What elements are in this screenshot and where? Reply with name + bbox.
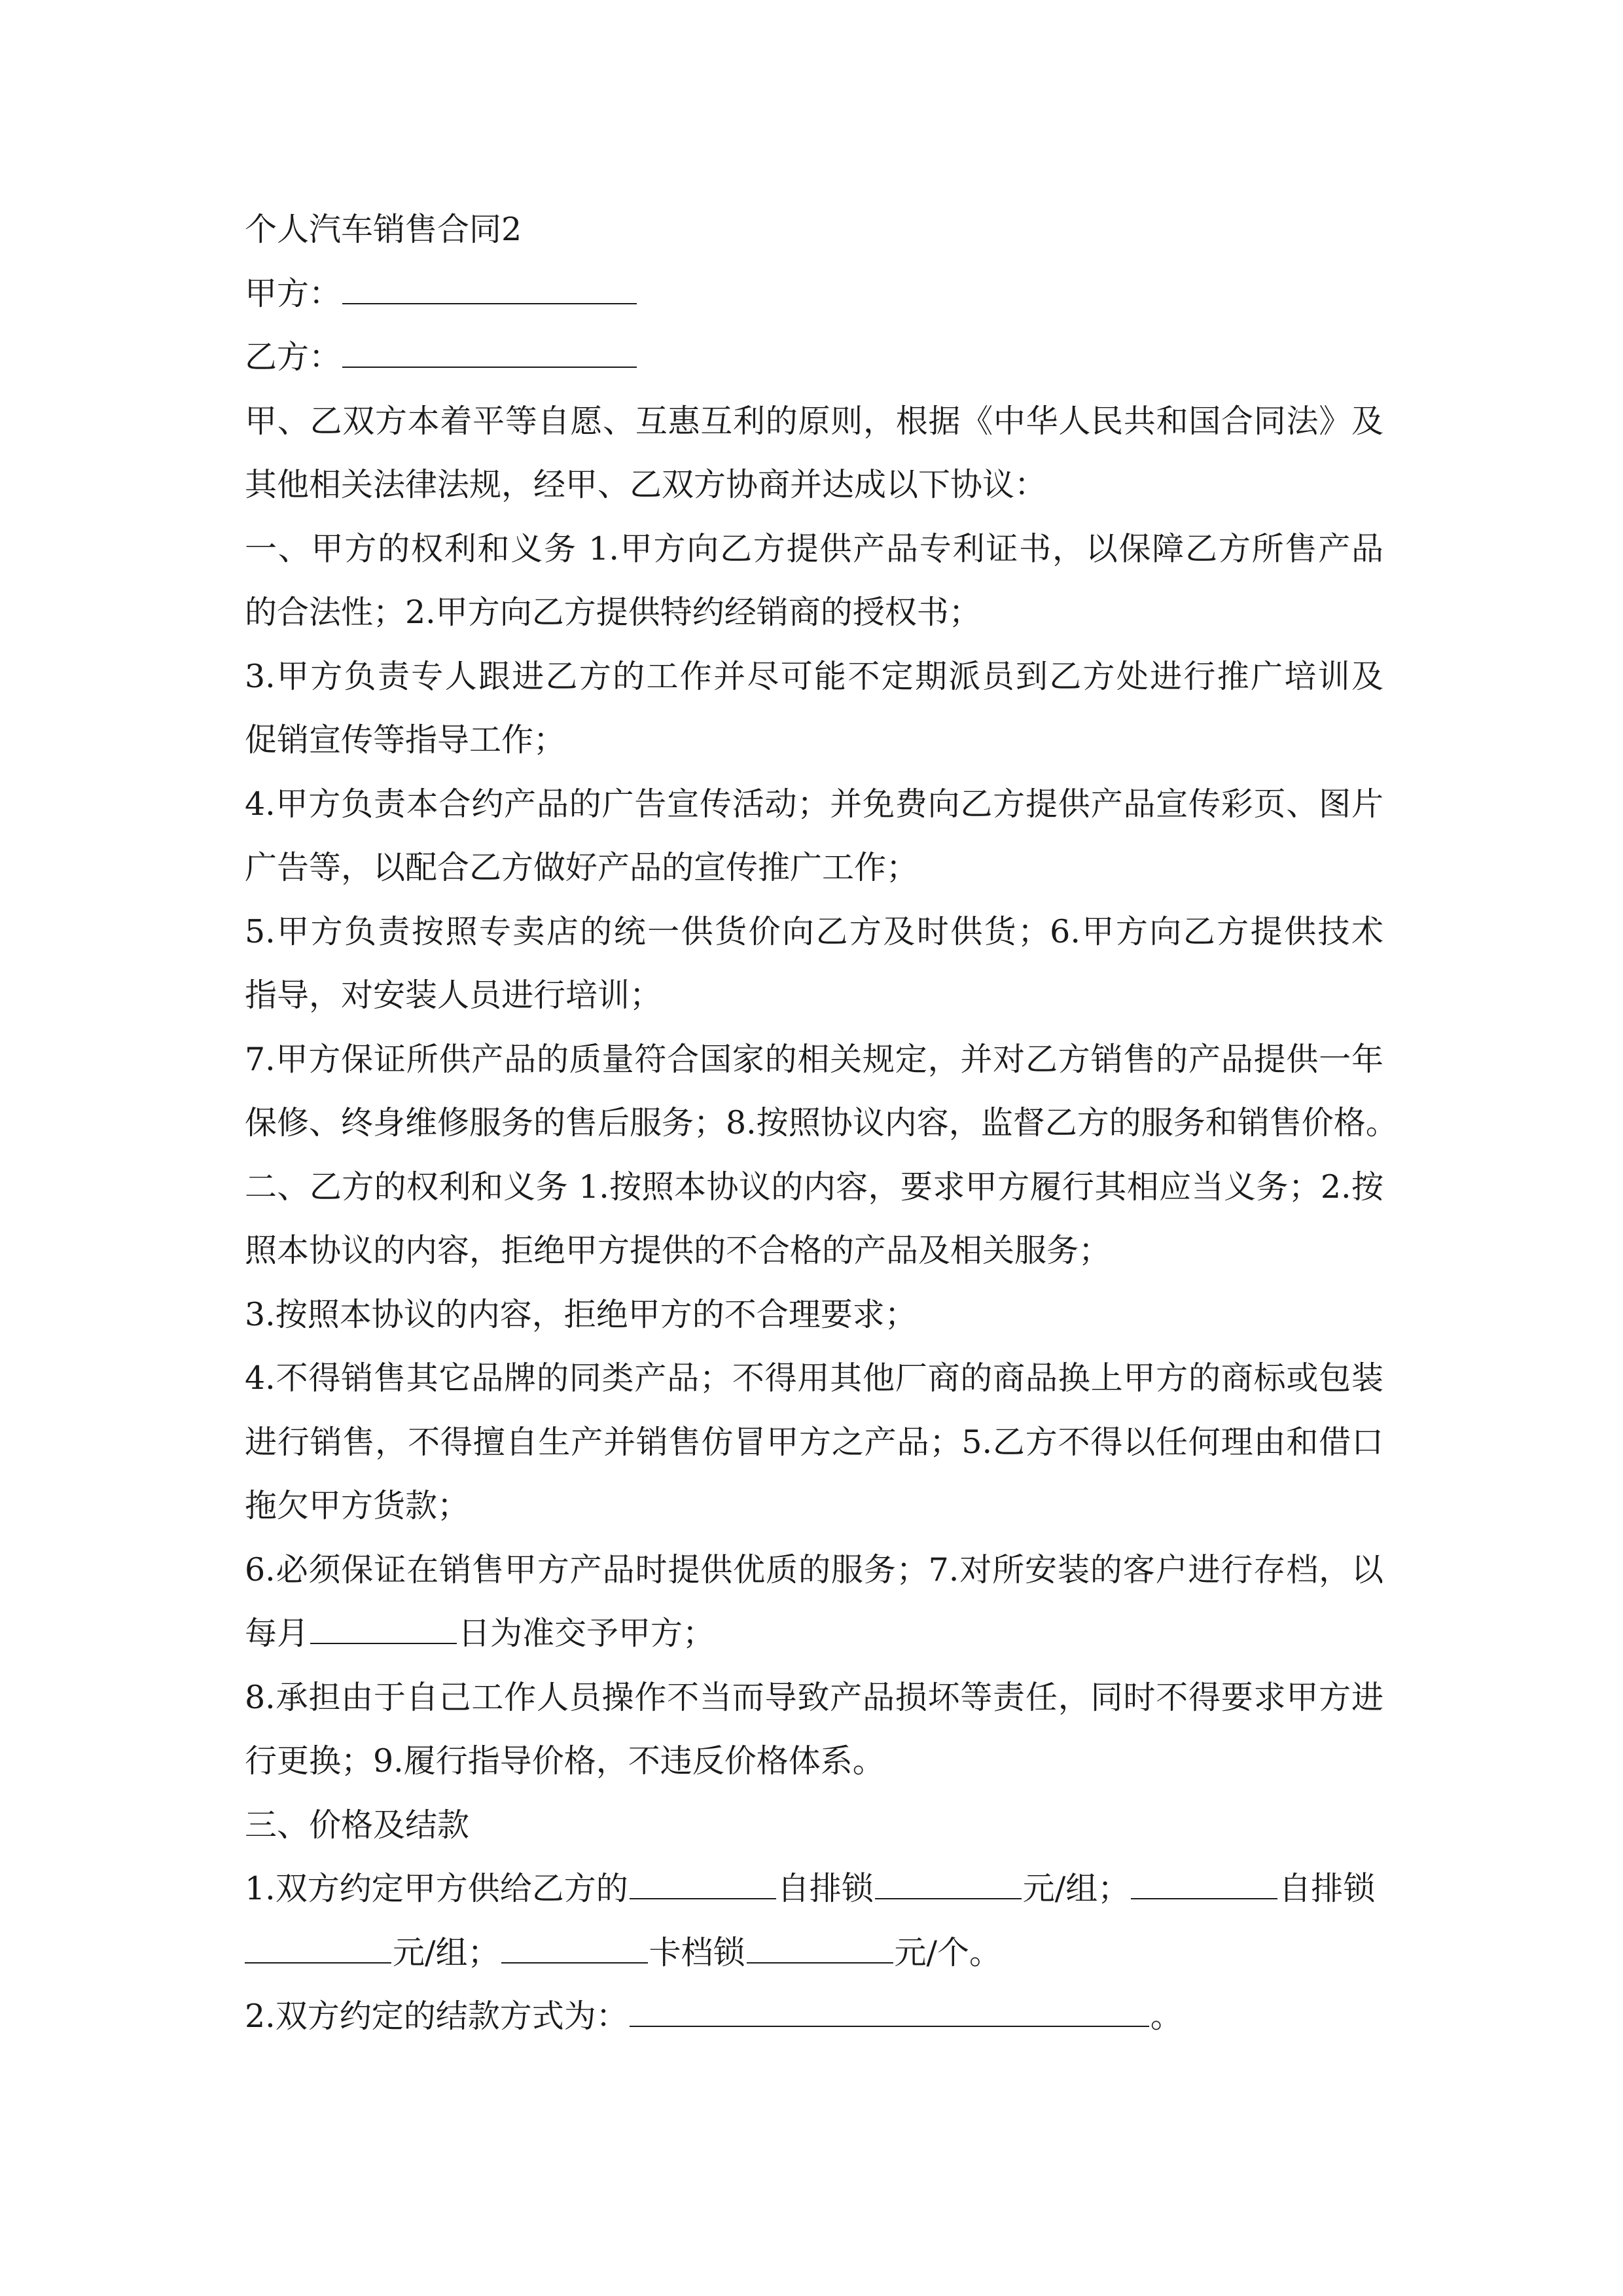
unit-per-piece: 元/个。 (894, 1933, 1002, 1971)
price-blank-4 (245, 1924, 391, 1964)
party-b-label: 乙方： (245, 338, 342, 376)
section-1-line-10: 保修、终身维修服务的售后服务；8.按照协议内容，监督乙方的服务和销售价格。 (245, 1104, 1398, 1141)
contract-body (245, 198, 1398, 2049)
section-2-line-5: 进行销售，不得擅自生产并销售仿冒甲方之产品；5.乙方不得以任何理由和借口 (245, 1423, 1383, 1461)
section-2-line-10: 行更换；9.履行指导价格，不违反价格体系。 (245, 1742, 885, 1780)
unit-per-set-1: 元/组； (1022, 1870, 1130, 1907)
section-1-line-8: 指导，对安装人员进行培训； (245, 977, 662, 1014)
price-blank-6 (747, 1924, 893, 1964)
payment-blank (630, 1988, 1149, 2027)
party-a-label: 甲方： (245, 274, 342, 312)
document-title: 个人汽车销售合同2 (245, 211, 522, 248)
section-2-line-2: 照本协议的内容，拒绝甲方提供的不合格的产品及相关服务； (245, 1232, 1111, 1269)
party-a-blank (342, 265, 637, 304)
payment-end: 。 (1150, 1998, 1183, 2035)
price-line-2 (245, 1921, 1383, 1985)
monthly-suffix: 日为准交予甲方； (458, 1615, 715, 1652)
party-a-line (245, 262, 1383, 326)
section-2-line-9: 8.承担由于自己工作人员操作不当而导致产品损坏等责任，同时不得要求甲方进 (245, 1678, 1383, 1716)
section-2-line-8 (245, 1602, 1383, 1666)
day-blank (310, 1605, 457, 1644)
section-2-line-3: 3.按照本协议的内容，拒绝甲方的不合理要求； (245, 1295, 917, 1333)
preamble-line-1: 甲、乙双方本着平等自愿、互惠互利的原则，根据《中华人民共和国合同法》及 (245, 402, 1383, 440)
preamble-line-2: 其他相关法律法规，经甲、乙双方协商并达成以下协议： (245, 466, 1047, 503)
party-b-blank (342, 329, 637, 368)
price-blank-2 (875, 1860, 1022, 1899)
payment-label: 2.双方约定的结款方式为： (245, 1998, 628, 2035)
section-1-line-3: 3.甲方负责专人跟进乙方的工作并尽可能不定期派员到乙方处进行推广培训及 (245, 657, 1383, 695)
section-1-line-7: 5.甲方负责按照专卖店的统一供货价向乙方及时供货；6.甲方向乙方提供技术 (245, 912, 1383, 950)
price-blank-1 (630, 1860, 776, 1899)
price-blank-5 (501, 1924, 648, 1964)
gear-lock-label: 卡档锁 (649, 1933, 745, 1971)
section-2-line-4: 4.不得销售其它品牌的同类产品；不得用其他厂商的商品换上甲方的商标或包装 (245, 1359, 1383, 1397)
party-b-line (245, 325, 1383, 389)
auto-lock-label-1: 自排锁 (777, 1870, 874, 1907)
unit-per-set-2: 元/组； (393, 1933, 500, 1971)
section-1-line-4: 促销宣传等指导工作； (245, 721, 566, 759)
section-3-heading: 三、价格及结款 (245, 1806, 470, 1844)
section-1-line-2: 的合法性；2.甲方向乙方提供特约经销商的授权书； (245, 594, 981, 631)
section-1-line-5: 4.甲方负责本合约产品的广告宣传活动；并免费向乙方提供产品宣传彩页、图片 (245, 785, 1383, 823)
price-intro: 1.双方约定甲方供给乙方的 (245, 1870, 628, 1907)
section-1-line-1: 一、甲方的权利和义务 1.甲方向乙方提供产品专利证书，以保障乙方所售产品 (245, 529, 1383, 567)
section-1-line-6: 广告等，以配合乙方做好产品的宣传推广工作； (245, 849, 919, 886)
price-line-1 (245, 1857, 1383, 1921)
payment-line (245, 1984, 1383, 2049)
section-1-line-9: 7.甲方保证所供产品的质量符合国家的相关规定，并对乙方销售的产品提供一年 (245, 1040, 1383, 1078)
monthly-label: 每月 (245, 1615, 310, 1652)
auto-lock-label-2: 自排锁 (1279, 1870, 1376, 1907)
section-2-line-1: 二、乙方的权利和义务 1.按照本协议的内容，要求甲方履行其相应当义务；2.按 (245, 1168, 1383, 1206)
section-2-line-6: 拖欠甲方货款； (245, 1487, 470, 1524)
price-blank-3 (1131, 1860, 1277, 1899)
section-2-line-7: 6.必须保证在销售甲方产品时提供优质的服务；7.对所安装的客户进行存档，以 (245, 1551, 1383, 1588)
